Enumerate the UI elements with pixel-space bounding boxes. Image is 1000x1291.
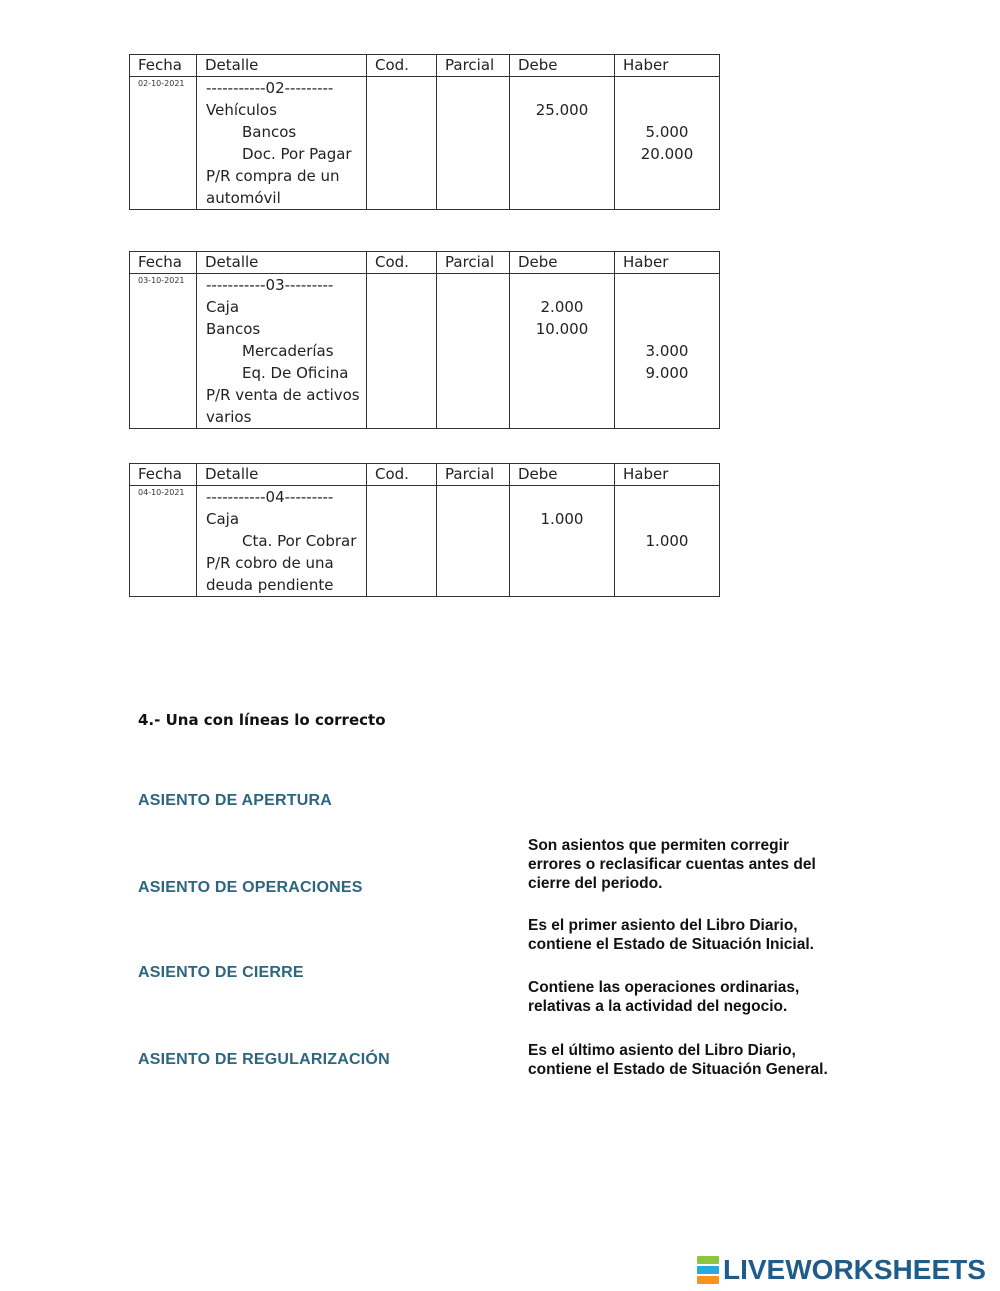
match-left-regularizacion[interactable]: ASIENTO DE REGULARIZACIÓN (138, 1051, 390, 1068)
table-row (130, 77, 720, 210)
haber-value (615, 77, 719, 99)
header-haber: Haber (615, 55, 720, 77)
haber-cell (615, 274, 720, 429)
brand-name: LIVEWORKSHEETS (723, 1254, 986, 1285)
entry-description: P/R venta de activos (206, 386, 360, 404)
header-fecha: Fecha (130, 464, 197, 486)
journal-entry-04 (129, 463, 720, 597)
match-text-line: errores o reclasificar cuentas antes del (528, 856, 816, 873)
match-text-line: relativas a la actividad del negocio. (528, 998, 788, 1015)
header-debe: Debe (510, 252, 615, 274)
match-right-3[interactable] (528, 978, 858, 1016)
header-haber: Haber (615, 464, 720, 486)
haber-value (615, 296, 719, 318)
debit-account: Bancos (206, 320, 261, 338)
haber-value (615, 486, 719, 508)
header-detalle: Detalle (197, 252, 367, 274)
table-header-row (130, 464, 720, 486)
parcial-cell (437, 486, 510, 597)
match-right-4[interactable] (528, 1041, 858, 1079)
debe-value (510, 274, 614, 296)
parcial-cell (437, 77, 510, 210)
entry-detail (197, 77, 367, 210)
haber-value: 9.000 (645, 364, 689, 382)
credit-account: Bancos (242, 123, 297, 141)
journal-entry-02 (129, 54, 720, 210)
credit-account: Eq. De Oficina (242, 364, 349, 382)
question-title: 4.- Una con líneas lo correcto (138, 711, 386, 729)
match-text-line: contiene el Estado de Situación Inicial. (528, 936, 814, 953)
entry-description: varios (206, 408, 252, 426)
entry-number: -----------02--------- (206, 79, 334, 97)
entry-detail (197, 274, 367, 429)
table-row (130, 274, 720, 429)
haber-value (615, 99, 719, 121)
debe-cell (510, 486, 615, 597)
logo-bar-orange (697, 1276, 719, 1284)
debe-value: 10.000 (535, 320, 589, 338)
haber-value: 3.000 (645, 342, 689, 360)
debit-account: Caja (206, 510, 240, 528)
match-text-line: Es el último asiento del Libro Diario, (528, 1042, 796, 1059)
match-text-line: Son asientos que permiten corregir (528, 837, 789, 854)
header-debe: Debe (510, 464, 615, 486)
match-text-line: Es el primer asiento del Libro Diario, (528, 917, 798, 934)
cod-cell (367, 274, 437, 429)
debe-value: 25.000 (535, 101, 589, 119)
entry-number: -----------04--------- (206, 488, 334, 506)
debe-value (510, 77, 614, 99)
entry-description: deuda pendiente (206, 576, 334, 594)
entry-description: automóvil (206, 189, 281, 207)
entry-number: -----------03--------- (206, 276, 334, 294)
entry-description: P/R cobro de una (206, 554, 334, 572)
header-fecha: Fecha (130, 55, 197, 77)
debe-value: 1.000 (540, 510, 584, 528)
entry-detail (197, 486, 367, 597)
header-detalle: Detalle (197, 55, 367, 77)
logo-bar-blue (697, 1266, 719, 1274)
table-header-row (130, 252, 720, 274)
haber-value (615, 318, 719, 340)
debe-cell (510, 77, 615, 210)
header-cod: Cod. (367, 55, 437, 77)
table-header-row (130, 55, 720, 77)
credit-account: Doc. Por Pagar (242, 145, 352, 163)
header-haber: Haber (615, 252, 720, 274)
brand-logo (697, 1255, 986, 1285)
debe-value: 2.000 (540, 298, 584, 316)
header-parcial: Parcial (437, 252, 510, 274)
entry-date: 04-10-2021 (130, 486, 197, 597)
header-debe: Debe (510, 55, 615, 77)
match-right-1[interactable] (528, 836, 858, 893)
entry-description: P/R compra de un (206, 167, 340, 185)
haber-value (615, 274, 719, 296)
entry-date: 03-10-2021 (130, 274, 197, 429)
entry-date: 02-10-2021 (130, 77, 197, 210)
match-left-cierre[interactable]: ASIENTO DE CIERRE (138, 964, 304, 981)
debit-account: Vehículos (206, 101, 277, 119)
haber-value (615, 508, 719, 530)
table-row (130, 486, 720, 597)
header-detalle: Detalle (197, 464, 367, 486)
haber-value: 5.000 (645, 123, 689, 141)
debe-cell (510, 274, 615, 429)
match-left-apertura[interactable]: ASIENTO DE APERTURA (138, 792, 333, 809)
match-right-2[interactable] (528, 916, 858, 954)
haber-cell (615, 486, 720, 597)
header-cod: Cod. (367, 252, 437, 274)
credit-account: Cta. Por Cobrar (242, 532, 357, 550)
header-parcial: Parcial (437, 464, 510, 486)
cod-cell (367, 486, 437, 597)
header-parcial: Parcial (437, 55, 510, 77)
parcial-cell (437, 274, 510, 429)
match-text-line: Contiene las operaciones ordinarias, (528, 979, 800, 996)
debit-account: Caja (206, 298, 240, 316)
haber-cell (615, 77, 720, 210)
haber-value: 20.000 (640, 145, 694, 163)
cod-cell (367, 77, 437, 210)
debe-value (510, 486, 614, 508)
header-cod: Cod. (367, 464, 437, 486)
match-text-line: cierre del periodo. (528, 875, 663, 892)
journal-entry-03 (129, 251, 720, 429)
header-fecha: Fecha (130, 252, 197, 274)
credit-account: Mercaderías (242, 342, 334, 360)
logo-bar-green (697, 1256, 719, 1264)
match-left-operaciones[interactable]: ASIENTO DE OPERACIONES (138, 879, 363, 896)
haber-value: 1.000 (645, 532, 689, 550)
liveworksheets-logo-icon (697, 1256, 719, 1284)
match-text-line: contiene el Estado de Situación General. (528, 1061, 828, 1078)
